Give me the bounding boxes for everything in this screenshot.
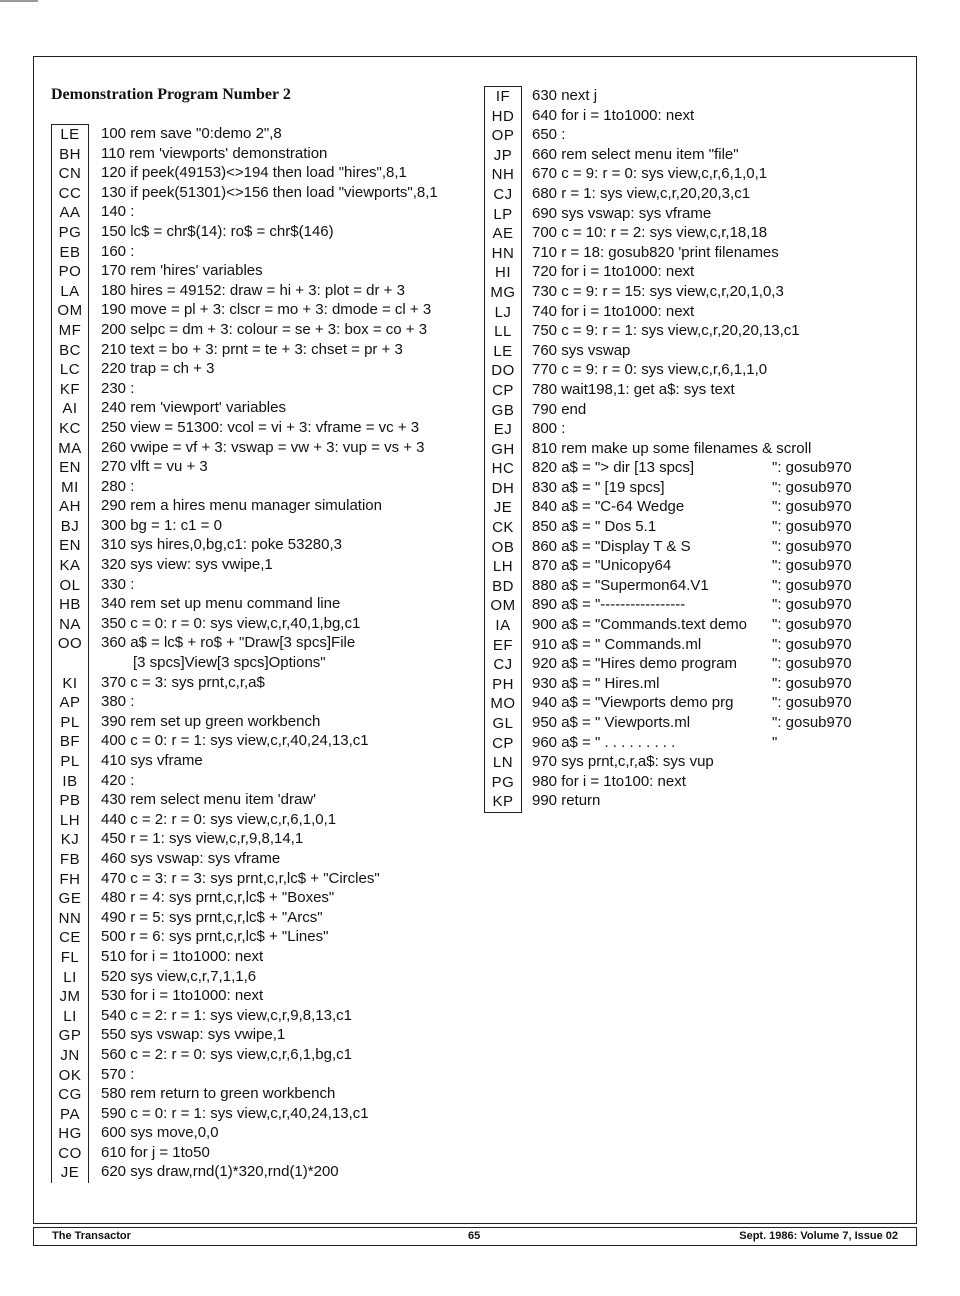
code-tail: ": gosub970	[772, 576, 852, 594]
checksum-code: OL	[59, 576, 81, 594]
code-line	[532, 791, 852, 811]
code-text: 690 sys vswap: sys vframe	[532, 204, 712, 222]
top-rule	[0, 0, 38, 2]
checksum-code: NN	[58, 909, 82, 927]
code-text: 880 a$ = "Supermon64.V1	[532, 576, 709, 594]
code-text: 870 a$ = "Unicopy64	[532, 557, 672, 575]
checksum-code: CN	[58, 165, 82, 183]
checksum-code: GB	[491, 401, 515, 419]
code-tail: "	[772, 733, 778, 751]
checksum-code: MA	[58, 439, 82, 457]
code-text: 710 r = 18: gosub820 'print filenames	[532, 243, 779, 261]
checksum-code: LN	[492, 754, 514, 772]
checksum-code: JE	[493, 499, 513, 517]
code-line	[532, 654, 852, 674]
code-line: 200 selpc = dm + 3: colour = se + 3: box = co + 3	[101, 320, 428, 338]
code-line	[532, 204, 852, 224]
checksum-code: BC	[59, 341, 81, 359]
code-line: 560 c = 2: r = 0: sys view,c,r,6,1,bg,c1	[101, 1045, 352, 1063]
code-line: 390 rem set up green workbench	[101, 712, 321, 730]
code-line: 170 rem 'hires' variables	[101, 262, 263, 280]
code-line: 320 sys view: sys vwipe,1	[101, 556, 273, 574]
code-line: 450 r = 1: sys view,c,r,9,8,14,1	[101, 830, 304, 848]
code-text: 820 a$ = "> dir [13 spcs]	[532, 459, 695, 477]
checksum-code: EF	[492, 636, 514, 654]
code-line	[532, 576, 852, 596]
checksum-code: EN	[59, 537, 81, 555]
code-line	[532, 243, 852, 263]
checksum-code: LH	[492, 558, 514, 576]
code-line	[532, 497, 852, 517]
checksum-code: PG	[58, 223, 82, 241]
checksum-code: LC	[59, 361, 81, 379]
checksum-code: PL	[60, 753, 80, 770]
code-line	[532, 321, 852, 341]
checksum-code: MO	[490, 695, 516, 713]
code-text: 750 c = 9: r = 1: sys view,c,r,20,20,13,c1	[532, 322, 800, 340]
code-line	[532, 164, 852, 184]
checksum-code: HG	[58, 1125, 82, 1143]
checksum-code: JE	[60, 1164, 80, 1182]
checksum-code: CO	[58, 1144, 82, 1162]
code-line: 430 rem select menu item 'draw'	[101, 791, 316, 809]
code-line	[532, 419, 852, 439]
checksum-code: GL	[492, 715, 514, 732]
code-tail: ": gosub970	[772, 674, 852, 692]
code-line: 250 view = 51300: vcol = vi + 3: vframe = vc + 3	[101, 418, 420, 436]
code-text: 910 a$ = " Commands.ml	[532, 635, 702, 653]
code-line	[532, 693, 852, 713]
code-line	[532, 125, 852, 145]
checksum-code: OM	[57, 302, 83, 320]
code-line: 220 trap = ch + 3	[101, 360, 215, 378]
checksum-code: NH	[491, 166, 515, 184]
code-tail: ": gosub970	[772, 498, 852, 516]
checksum-code: PH	[492, 675, 514, 693]
code-line: [3 spcs]View[3 spcs]Options"	[133, 654, 326, 672]
checksum-code: EN	[59, 459, 81, 477]
code-line	[532, 223, 852, 243]
checksum-code: FH	[59, 870, 81, 888]
checksum-code: JM	[59, 988, 81, 1006]
code-line	[532, 537, 852, 557]
code-line	[532, 478, 852, 498]
code-line: 310 sys hires,0,bg,c1: poke 53280,3	[101, 536, 342, 554]
code-line: 130 if peek(51301)<>156 then load "viewports",8,1	[101, 183, 438, 201]
checksum-code: GP	[58, 1027, 82, 1045]
checksum-code: GH	[491, 440, 515, 458]
checksum-code: HB	[59, 596, 81, 614]
code-text: 950 a$ = " Viewports.ml	[532, 714, 691, 731]
code-text: 860 a$ = "Display T & S	[532, 537, 691, 555]
checksum-code: MF	[58, 321, 82, 339]
code-line: 490 r = 5: sys prnt,c,r,lc$ + "Arcs"	[101, 908, 323, 926]
code-line: 230 :	[101, 379, 135, 397]
footer-publication: The Transactor	[52, 1230, 131, 1242]
checksum-code: NA	[59, 615, 81, 633]
code-line	[532, 595, 852, 615]
code-line	[532, 400, 852, 420]
checksum-code: KA	[59, 557, 81, 575]
code-line: 500 r = 6: sys prnt,c,r,lc$ + "Lines"	[101, 928, 329, 946]
code-tail: ": gosub970	[772, 537, 852, 555]
code-text: 730 c = 9: r = 15: sys view,c,r,20,1,0,3	[532, 282, 784, 300]
code-line: 530 for i = 1to1000: next	[101, 987, 264, 1005]
checksum-code: AI	[62, 400, 78, 418]
code-line: 600 sys move,0,0	[101, 1124, 219, 1142]
checksum-code: JP	[493, 146, 513, 164]
code-line	[532, 674, 852, 694]
checksum-code: MG	[490, 283, 516, 301]
code-text: 650 :	[532, 126, 566, 144]
code-line: 180 hires = 49152: draw = hi + 3: plot = dr + 3	[101, 281, 405, 299]
code-line	[532, 713, 852, 733]
code-text: 640 for i = 1to1000: next	[532, 106, 695, 124]
checksum-code: AE	[492, 225, 514, 243]
checksum-code: HC	[491, 460, 515, 478]
code-line: 570 :	[101, 1065, 135, 1083]
footer-page-number: 65	[468, 1230, 481, 1242]
code-line	[532, 733, 852, 753]
code-text: 930 a$ = " Hires.ml	[532, 674, 660, 692]
code-text: 660 rem select menu item "file"	[532, 145, 739, 163]
code-text: 770 c = 9: r = 0: sys view,c,r,6,1,1,0	[532, 361, 768, 379]
code-line: 540 c = 2: r = 1: sys view,c,r,9,8,13,c1	[101, 1006, 352, 1024]
code-line	[532, 360, 852, 380]
code-text: 680 r = 1: sys view,c,r,20,20,3,c1	[532, 184, 751, 202]
checksum-code: KC	[59, 419, 81, 437]
checksum-code: CE	[59, 929, 81, 947]
code-text: 780 wait198,1: get a$: sys text	[532, 380, 735, 398]
code-text: 850 a$ = " Dos 5.1	[532, 518, 657, 536]
code-line: 290 rem a hires menu manager simulation	[101, 497, 382, 515]
code-line	[532, 86, 852, 106]
checksum-code: FL	[60, 948, 80, 966]
code-text: 960 a$ = " . . . . . . . . .	[532, 733, 676, 751]
checksum-code: LE	[493, 342, 513, 360]
code-line	[532, 341, 852, 361]
code-tail: ": gosub970	[772, 635, 852, 653]
checksum-code: CK	[492, 519, 514, 537]
code-line: 260 vwipe = vf + 3: vswap = vw + 3: vup = vs + 3	[101, 438, 425, 456]
code-line: 470 c = 3: r = 3: sys prnt,c,r,lc$ + "Circles"	[101, 869, 380, 887]
checksum-code: FB	[59, 850, 81, 868]
checksum-code: AH	[59, 498, 81, 516]
code-line: 460 sys vswap: sys vframe	[101, 849, 281, 867]
right-code-column	[532, 86, 852, 811]
code-tail: ": gosub970	[772, 459, 852, 477]
checksum-code: EB	[59, 243, 81, 261]
code-line: 610 for j = 1to50	[101, 1143, 210, 1161]
code-line: 580 rem return to green workbench	[101, 1085, 336, 1103]
code-line: 120 if peek(49153)<>194 then load "hires",8,1	[101, 164, 407, 182]
code-line: 240 rem 'viewport' variables	[101, 399, 286, 417]
checksum-code: PB	[59, 792, 81, 810]
code-line: 190 move = pl + 3: clscr = mo + 3: dmode = cl + 3	[101, 301, 432, 319]
checksum-code: OP	[491, 127, 515, 145]
checksum-code: HI	[495, 264, 511, 282]
code-line: 370 c = 3: sys prnt,c,r,a$	[101, 673, 265, 691]
code-tail: ": gosub970	[772, 518, 852, 536]
code-line: 510 for i = 1to1000: next	[101, 947, 264, 965]
checksum-code: PL	[60, 713, 80, 731]
code-line: 280 :	[101, 477, 135, 495]
checksum-code: CG	[58, 1086, 82, 1104]
checksum-code: OO	[57, 635, 83, 653]
checksum-code: MI	[61, 478, 79, 496]
code-line	[532, 106, 852, 126]
checksum-code: KF	[59, 380, 81, 398]
checksum-code: LH	[59, 811, 81, 829]
checksum-code: CJ	[493, 656, 513, 674]
code-line: 480 r = 4: sys prnt,c,r,lc$ + "Boxes"	[101, 889, 335, 907]
code-line: 620 sys draw,rnd(1)*320,rnd(1)*200	[101, 1163, 339, 1181]
code-text: 760 sys vswap	[532, 341, 631, 359]
code-line: 270 vlft = vu + 3	[101, 458, 208, 476]
code-tail: ": gosub970	[772, 557, 852, 575]
code-line	[532, 615, 852, 635]
checksum-code: IA	[495, 617, 511, 635]
code-line	[532, 184, 852, 204]
code-text: 920 a$ = "Hires demo program	[532, 655, 738, 673]
code-line: 300 bg = 1: c1 = 0	[101, 516, 222, 534]
checksum-code: PA	[60, 1105, 80, 1123]
code-line	[532, 145, 852, 165]
code-line: 330 :	[101, 575, 135, 593]
checksum-code: LI	[63, 1007, 77, 1025]
checksum-code: LE	[60, 126, 80, 143]
left-code-column	[101, 124, 438, 1182]
checksum-code: CP	[492, 734, 514, 752]
code-line: 350 c = 0: r = 0: sys view,c,r,40,1,bg,c1	[101, 614, 361, 632]
code-text: 980 for i = 1to100: next	[532, 772, 686, 790]
checksum-code: OM	[490, 597, 516, 615]
code-line: 440 c = 2: r = 0: sys view,c,r,6,1,0,1	[101, 810, 337, 828]
code-text: 890 a$ = "-----------------	[532, 596, 686, 614]
code-text: 840 a$ = "C-64 Wedge	[532, 498, 685, 516]
code-text: 990 return	[532, 792, 601, 810]
checksum-code: LL	[494, 323, 512, 341]
code-line: 360 a$ = lc$ + ro$ + "Draw[3 spcs]File	[101, 634, 356, 652]
checksum-code: CJ	[493, 185, 513, 203]
code-line: 550 sys vswap: sys vwipe,1	[101, 1026, 286, 1044]
checksum-code: OB	[491, 538, 515, 556]
checksum-code	[52, 654, 88, 674]
checksum-code: LA	[60, 282, 80, 300]
right-checksum-column	[484, 86, 522, 813]
footer-issue: Sept. 1986: Volume 7, Issue 02	[739, 1230, 898, 1242]
code-line	[532, 752, 852, 772]
code-line: 140 :	[101, 203, 135, 221]
code-text: 970 sys prnt,c,r,a$: sys vup	[532, 753, 714, 771]
code-text: 720 for i = 1to1000: next	[532, 263, 695, 281]
code-text: 630 next j	[532, 87, 598, 104]
code-line: 340 rem set up menu command line	[101, 595, 341, 613]
checksum-code: OK	[58, 1066, 82, 1084]
code-line	[532, 556, 852, 576]
checksum-code: AP	[59, 694, 81, 712]
checksum-code: LJ	[494, 303, 512, 321]
code-text: 740 for i = 1to1000: next	[532, 302, 695, 320]
checksum-code: IB	[62, 772, 78, 790]
checksum-code: BD	[492, 577, 514, 595]
checksum-code: DH	[491, 479, 515, 497]
code-line	[532, 635, 852, 655]
checksum-code: CC	[58, 184, 82, 202]
code-text: 790 end	[532, 400, 587, 418]
checksum-code: BJ	[60, 517, 80, 535]
checksum-code: EJ	[493, 421, 513, 439]
page-footer	[33, 1227, 917, 1246]
checksum-code: HN	[491, 244, 515, 262]
code-line	[532, 439, 852, 459]
code-text: 940 a$ = "Viewports demo prg	[532, 694, 734, 712]
checksum-code: KJ	[60, 831, 80, 849]
checksum-code: KP	[492, 793, 514, 811]
code-line: 410 sys vframe	[101, 752, 203, 769]
checksum-code: IF	[495, 88, 511, 105]
code-tail: ": gosub970	[772, 655, 852, 673]
code-text: 800 :	[532, 420, 566, 438]
code-text: 900 a$ = "Commands.text demo	[532, 616, 748, 634]
checksum-code: HD	[491, 107, 515, 125]
code-line: 150 lc$ = chr$(14): ro$ = chr$(146)	[101, 222, 334, 240]
checksum-code: GE	[58, 890, 82, 908]
checksum-code: BF	[59, 733, 81, 751]
code-line: 400 c = 0: r = 1: sys view,c,r,40,24,13,c1	[101, 732, 369, 750]
code-line	[532, 772, 852, 792]
code-line: 420 :	[101, 771, 135, 789]
code-line	[532, 282, 852, 302]
code-tail: ": gosub970	[772, 478, 852, 496]
code-line: 380 :	[101, 693, 135, 711]
checksum-code: DO	[491, 362, 515, 380]
code-line: 100 rem save "0:demo 2",8	[101, 125, 282, 142]
code-line: 520 sys view,c,r,7,1,1,6	[101, 967, 257, 985]
page-title: Demonstration Program Number 2	[51, 86, 291, 103]
code-tail: ": gosub970	[772, 616, 852, 634]
code-text: 830 a$ = " [19 spcs]	[532, 478, 665, 496]
code-text: 670 c = 9: r = 0: sys view,c,r,6,1,0,1	[532, 165, 768, 183]
code-line: 110 rem 'viewports' demonstration	[101, 144, 328, 162]
code-tail: ": gosub970	[772, 596, 852, 614]
code-text: 810 rem make up some filenames & scroll	[532, 439, 812, 457]
code-line	[532, 380, 852, 400]
checksum-code: LP	[493, 205, 513, 223]
code-line	[532, 302, 852, 322]
code-line: 210 text = bo + 3: prnt = te + 3: chset = pr + 3	[101, 340, 403, 358]
checksum-code: CP	[492, 381, 514, 399]
checksum-code: KI	[62, 674, 78, 692]
code-tail: ": gosub970	[772, 714, 852, 731]
checksum-code: AA	[59, 204, 81, 222]
code-line	[532, 458, 852, 478]
code-text: 700 c = 10: r = 2: sys view,c,r,18,18	[532, 224, 768, 242]
code-tail: ": gosub970	[772, 694, 852, 712]
code-line	[532, 517, 852, 537]
code-line: 590 c = 0: r = 1: sys view,c,r,40,24,13,c1	[101, 1104, 369, 1122]
code-line: 160 :	[101, 242, 135, 260]
checksum-code: LI	[63, 968, 77, 986]
checksum-code: BH	[59, 145, 81, 163]
checksum-code: PO	[58, 263, 82, 281]
code-line	[532, 262, 852, 282]
checksum-code: PG	[491, 773, 515, 791]
checksum-code: JN	[60, 1046, 80, 1064]
left-checksum-column	[51, 124, 89, 1183]
